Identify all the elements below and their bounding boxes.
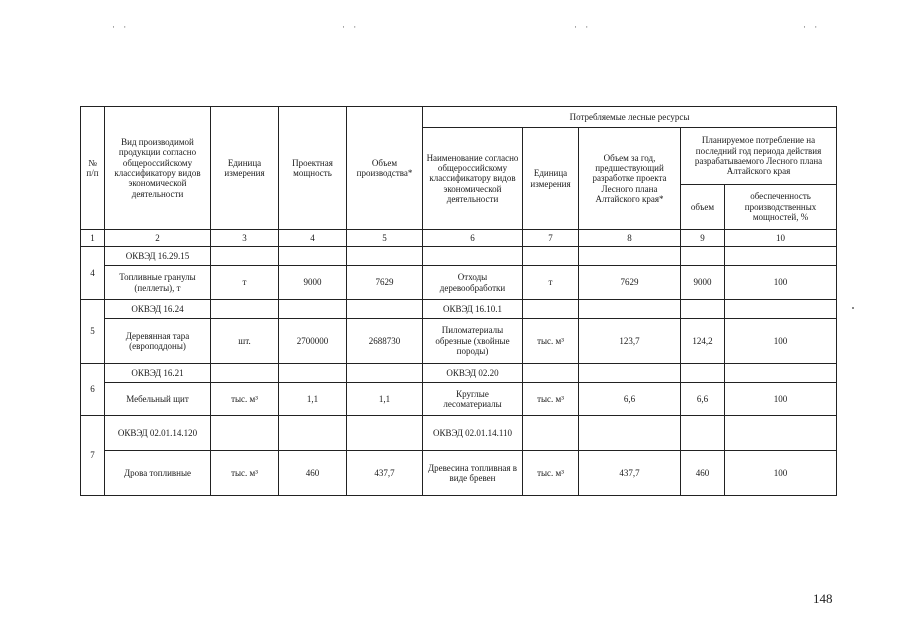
column-number-row — [81, 230, 837, 247]
header-cell-capacity: Проектная мощность — [279, 107, 347, 230]
header-cell-planned-volume: объем — [681, 185, 725, 230]
header-cell-unit: Единица измерения — [211, 107, 279, 230]
resource-code — [423, 247, 523, 266]
product-capacity: 9000 — [279, 266, 347, 300]
column-number: 9 — [681, 230, 725, 247]
header-cell-resource-unit: Единица измерения — [523, 128, 579, 230]
resource-volume: 123,7 — [579, 319, 681, 364]
scan-dot — [852, 307, 854, 309]
forest-resources-table — [80, 106, 837, 496]
planned-volume: 9000 — [681, 266, 725, 300]
product-unit: тыс. м³ — [211, 451, 279, 496]
scan-mark: · · — [112, 22, 130, 32]
table-row — [81, 300, 837, 319]
page-number: 148 — [813, 591, 833, 606]
header-cell-product: Вид производимой продукции согласно общероссийскому классификатору видов экономической деятельности — [105, 107, 211, 230]
column-number: 7 — [523, 230, 579, 247]
planned-supply: 100 — [725, 266, 837, 300]
product-volume: 2688730 — [347, 319, 423, 364]
table-row — [81, 416, 837, 451]
table-row — [81, 319, 837, 364]
resource-volume: 6,6 — [579, 383, 681, 416]
product-name: Дрова топливные — [105, 451, 211, 496]
product-unit: шт. — [211, 319, 279, 364]
column-number: 5 — [347, 230, 423, 247]
header-cell-volume: Объем производства* — [347, 107, 423, 230]
row-number: 4 — [81, 247, 105, 300]
column-number: 3 — [211, 230, 279, 247]
product-capacity: 460 — [279, 451, 347, 496]
resource-code: ОКВЭД 02.01.14.110 — [423, 416, 523, 451]
resource-volume: 437,7 — [579, 451, 681, 496]
resource-code: ОКВЭД 16.10.1 — [423, 300, 523, 319]
scan-mark: · · — [574, 22, 592, 32]
planned-volume: 460 — [681, 451, 725, 496]
resource-name: Пиломатериалы обрезные (хвойные породы) — [423, 319, 523, 364]
product-name: Деревянная тара (европоддоны) — [105, 319, 211, 364]
table-row — [81, 451, 837, 496]
product-code: ОКВЭД 16.29.15 — [105, 247, 211, 266]
column-number: 8 — [579, 230, 681, 247]
planned-volume: 124,2 — [681, 319, 725, 364]
product-code: ОКВЭД 02.01.14.120 — [105, 416, 211, 451]
table-row — [81, 266, 837, 300]
resource-name: Древесина топливная в виде бревен — [423, 451, 523, 496]
scan-mark: · · — [803, 22, 821, 32]
resource-code: ОКВЭД 02.20 — [423, 364, 523, 383]
scan-mark: · · — [342, 22, 360, 32]
column-number: 1 — [81, 230, 105, 247]
product-unit: тыс. м³ — [211, 383, 279, 416]
header-cell-resource-name: Наименование согласно общероссийскому классификатору видов экономической деятельности — [423, 128, 523, 230]
product-name: Топливные гранулы (пеллеты), т — [105, 266, 211, 300]
resource-unit: тыс. м³ — [523, 383, 579, 416]
header-cell-no: № п/п — [81, 107, 105, 230]
planned-volume: 6,6 — [681, 383, 725, 416]
product-name: Мебельный щит — [105, 383, 211, 416]
planned-supply: 100 — [725, 319, 837, 364]
product-volume: 1,1 — [347, 383, 423, 416]
row-number: 6 — [81, 364, 105, 416]
column-number: 10 — [725, 230, 837, 247]
table-row — [81, 383, 837, 416]
header-cell-planned-group: Планируемое потребление на последний год периода действия разрабатываемого Лесного плана Алтайского края — [681, 128, 837, 185]
resource-unit: т — [523, 266, 579, 300]
product-capacity: 1,1 — [279, 383, 347, 416]
row-number: 7 — [81, 416, 105, 496]
product-volume: 7629 — [347, 266, 423, 300]
table-row — [81, 247, 837, 266]
resource-unit: тыс. м³ — [523, 319, 579, 364]
product-code: ОКВЭД 16.21 — [105, 364, 211, 383]
planned-supply: 100 — [725, 383, 837, 416]
planned-supply: 100 — [725, 451, 837, 496]
column-number: 4 — [279, 230, 347, 247]
product-unit: т — [211, 266, 279, 300]
header-cell-resource-volume: Объем за год, предшествующий разработке проекта Лесного плана Алтайского края* — [579, 128, 681, 230]
column-number: 6 — [423, 230, 523, 247]
resource-name: Отходы деревообработки — [423, 266, 523, 300]
column-number: 2 — [105, 230, 211, 247]
row-number: 5 — [81, 300, 105, 364]
product-capacity: 2700000 — [279, 319, 347, 364]
table-row — [81, 364, 837, 383]
header-cell-planned-supply: обеспеченность производственных мощностей, % — [725, 185, 837, 230]
product-code: ОКВЭД 16.24 — [105, 300, 211, 319]
resource-name: Круглые лесоматериалы — [423, 383, 523, 416]
header-cell-consumed-group: Потребляемые лесные ресурсы — [423, 107, 837, 128]
product-volume: 437,7 — [347, 451, 423, 496]
resource-unit: тыс. м³ — [523, 451, 579, 496]
resource-volume: 7629 — [579, 266, 681, 300]
